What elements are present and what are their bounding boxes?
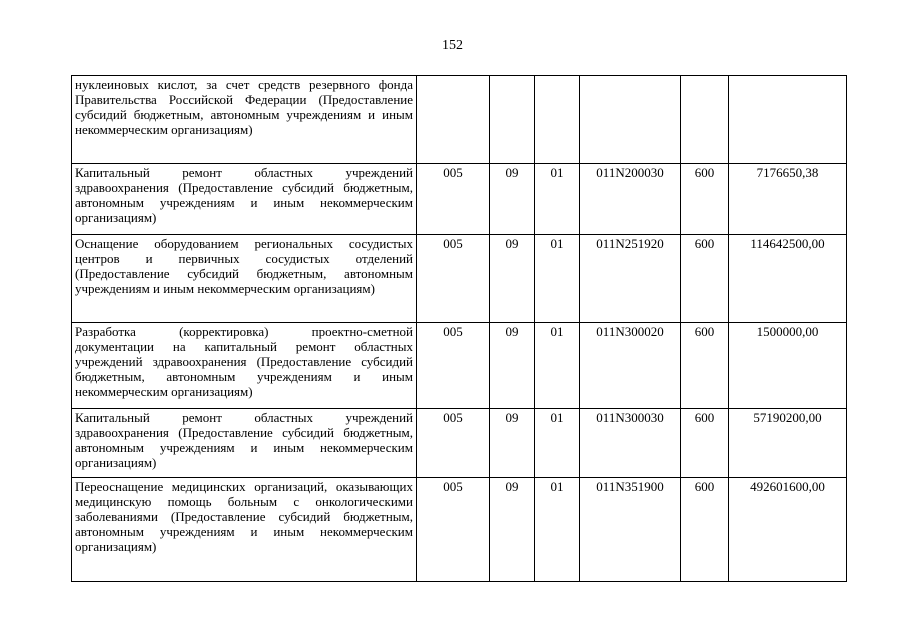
row-admin-code: 005 xyxy=(417,235,490,323)
row-amount: 1500000,00 xyxy=(729,323,847,409)
page-number: 152 xyxy=(442,38,463,53)
table-row xyxy=(72,76,847,164)
row-subsection: 01 xyxy=(535,478,580,582)
row-expense-type: 600 xyxy=(681,164,729,235)
row-section: 09 xyxy=(490,323,535,409)
table-row xyxy=(72,164,847,235)
row-target-article: 011N351900 xyxy=(580,478,681,582)
row-target-article: 011N251920 xyxy=(580,235,681,323)
row-section xyxy=(490,76,535,164)
row-subsection: 01 xyxy=(535,409,580,478)
row-subsection: 01 xyxy=(535,235,580,323)
row-admin-code xyxy=(417,76,490,164)
row-expense-type: 600 xyxy=(681,235,729,323)
row-amount xyxy=(729,76,847,164)
row-description: Капитальный ремонт областных учреждений здравоохранения (Предоставление субсидий бюджетным, автономным учреждениям и иным некоммерческим организациям) xyxy=(72,409,417,478)
row-expense-type: 600 xyxy=(681,323,729,409)
row-amount: 7176650,38 xyxy=(729,164,847,235)
row-description: Переоснащение медицинских организаций, оказывающих медицинскую помощь больным с онкологическими заболеваниями (Предоставление субсидий бюджетным, автономным учреждениям и иным некоммерческим организациям) xyxy=(72,478,417,582)
row-subsection: 01 xyxy=(535,164,580,235)
row-target-article: 011N300030 xyxy=(580,409,681,478)
row-amount: 492601600,00 xyxy=(729,478,847,582)
table-row xyxy=(72,478,847,582)
row-section: 09 xyxy=(490,164,535,235)
row-admin-code: 005 xyxy=(417,323,490,409)
row-description: нуклеиновых кислот, за счет средств резервного фонда Правительства Российской Федерации (Предоставление субсидий бюджетным, автономным учреждениям и иным некоммерческим организациям) xyxy=(72,76,417,164)
row-expense-type xyxy=(681,76,729,164)
row-section: 09 xyxy=(490,478,535,582)
table-row xyxy=(72,235,847,323)
row-target-article: 011N300020 xyxy=(580,323,681,409)
budget-table xyxy=(71,75,847,582)
row-target-article xyxy=(580,76,681,164)
row-admin-code: 005 xyxy=(417,478,490,582)
row-amount: 57190200,00 xyxy=(729,409,847,478)
row-expense-type: 600 xyxy=(681,409,729,478)
row-admin-code: 005 xyxy=(417,409,490,478)
row-description: Разработка (корректировка) проектно-сметной документации на капитальный ремонт областных учреждений здравоохранения (Предоставление субсидий бюджетным, автономным учреждениям и иным некоммерческим организациям) xyxy=(72,323,417,409)
row-section: 09 xyxy=(490,409,535,478)
row-expense-type: 600 xyxy=(681,478,729,582)
row-section: 09 xyxy=(490,235,535,323)
row-subsection: 01 xyxy=(535,323,580,409)
row-amount: 114642500,00 xyxy=(729,235,847,323)
table-row xyxy=(72,409,847,478)
row-admin-code: 005 xyxy=(417,164,490,235)
row-subsection xyxy=(535,76,580,164)
table-row xyxy=(72,323,847,409)
row-target-article: 011N200030 xyxy=(580,164,681,235)
row-description: Оснащение оборудованием региональных сосудистых центров и первичных сосудистых отделений (Предоставление субсидий бюджетным, автономным учреждениям и иным некоммерческим организациям) xyxy=(72,235,417,323)
row-description: Капитальный ремонт областных учреждений здравоохранения (Предоставление субсидий бюджетным, автономным учреждениям и иным некоммерческим организациям) xyxy=(72,164,417,235)
